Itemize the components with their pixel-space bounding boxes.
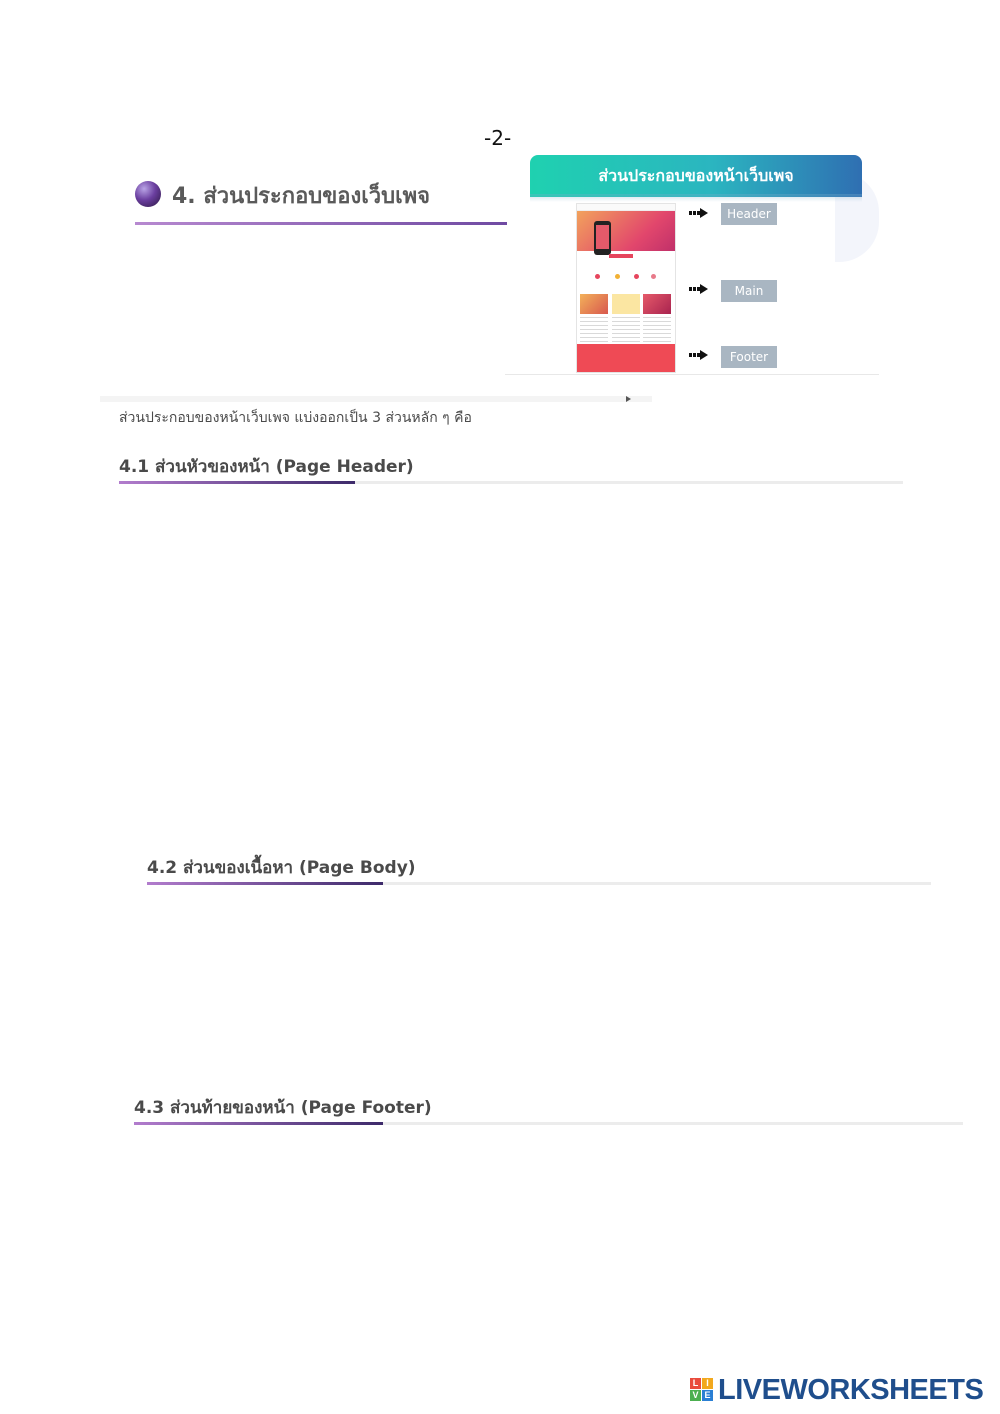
mockup-footer xyxy=(577,344,675,372)
page-number: -2- xyxy=(484,126,512,150)
mockup-hero xyxy=(577,211,675,251)
section-title: 4. ส่วนประกอบของเว็บเพจ xyxy=(172,184,430,209)
subsection-line-accent xyxy=(134,1122,383,1125)
figure-banner-shadow xyxy=(530,194,862,202)
arrow-right-icon xyxy=(689,350,709,360)
subsection-title: 4.1 ส่วนหัวของหน้า (Page Header) xyxy=(119,457,414,477)
mockup-feature-dot xyxy=(595,274,600,279)
section-heading xyxy=(135,176,507,228)
liveworksheets-grid-icon xyxy=(690,1378,714,1402)
mockup-navbar xyxy=(577,204,675,211)
mockup-feature-dot xyxy=(651,274,656,279)
section-underline xyxy=(135,222,507,225)
figure-label-footer: Footer xyxy=(721,346,777,368)
figure-baseline xyxy=(505,374,879,375)
mockup-card-image xyxy=(643,294,671,314)
webpage-mockup-image xyxy=(576,203,676,373)
liveworksheets-wordmark: LIVEWORKSHEETS xyxy=(718,1373,984,1406)
mockup-card-image xyxy=(612,294,640,314)
intro-text: ส่วนประกอบของหน้าเว็บเพจ แบ่งออกเป็น 3 ส่วนหลัก ๆ คือ xyxy=(119,410,472,426)
subsection-title: 4.2 ส่วนของเนื้อหา (Page Body) xyxy=(147,858,416,878)
logo-letter: L xyxy=(690,1378,701,1389)
play-marker-icon xyxy=(626,396,631,402)
figure-label-header: Header xyxy=(721,203,777,225)
purple-bullet-icon xyxy=(135,181,161,207)
mockup-card-text xyxy=(612,317,640,343)
arrow-right-icon xyxy=(689,208,709,218)
arrow-right-icon xyxy=(689,284,709,294)
logo-letter: I xyxy=(702,1378,713,1389)
mockup-button xyxy=(609,254,633,258)
webpage-components-figure xyxy=(505,150,879,376)
decorative-strip xyxy=(100,396,652,402)
figure-banner: ส่วนประกอบของหน้าเว็บเพจ xyxy=(530,155,862,197)
phone-icon xyxy=(594,221,611,255)
subsection-line-accent xyxy=(119,481,355,484)
subsection-title: 4.3 ส่วนท้ายของหน้า (Page Footer) xyxy=(134,1098,432,1118)
figure-label-main: Main xyxy=(721,280,777,302)
phone-screen xyxy=(596,225,609,249)
liveworksheets-logo xyxy=(690,1374,983,1406)
logo-letter: V xyxy=(690,1390,701,1401)
logo-letter: E xyxy=(702,1390,713,1401)
mockup-feature-dot xyxy=(634,274,639,279)
subsection-line-accent xyxy=(147,882,383,885)
mockup-card-image xyxy=(580,294,608,314)
mockup-card-text xyxy=(580,317,608,343)
mockup-card-text xyxy=(643,317,671,343)
mockup-feature-dot xyxy=(615,274,620,279)
